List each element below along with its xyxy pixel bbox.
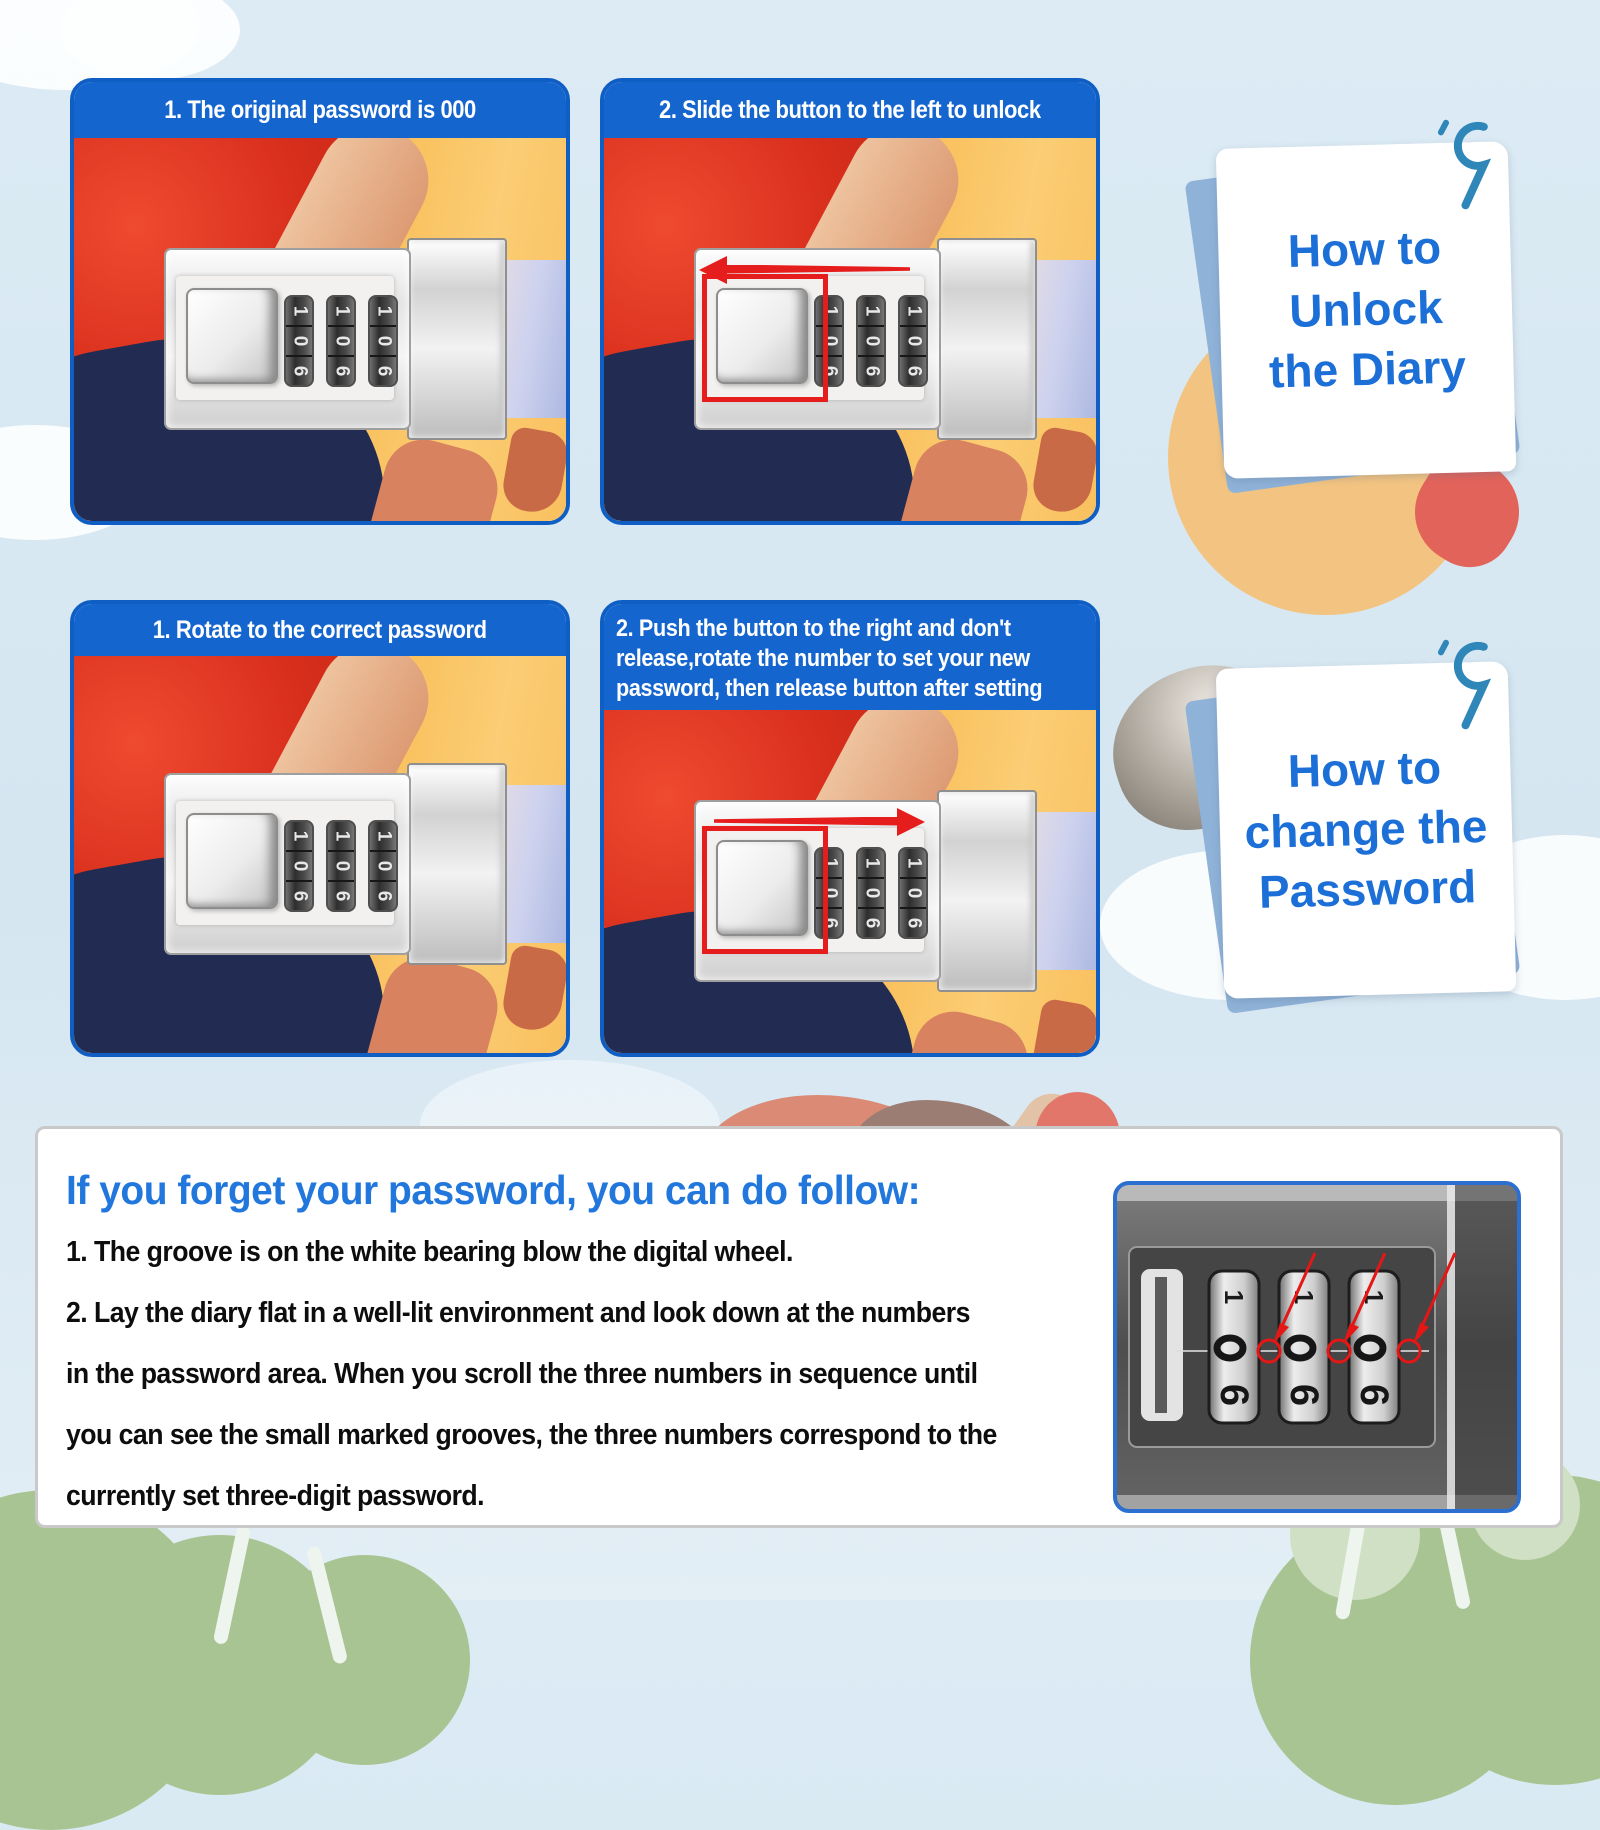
step-header-text: 2. Slide the button to the left to unlock bbox=[659, 95, 1041, 124]
cartoon-hand bbox=[1029, 998, 1096, 1053]
wheel-digit: 0 bbox=[860, 887, 882, 898]
wheel-digit: 1 bbox=[860, 857, 882, 868]
step-header-text: 1. Rotate to the correct password bbox=[153, 615, 487, 644]
wheel-digit: 1 bbox=[902, 305, 924, 316]
wheel-digit: 6 bbox=[902, 365, 924, 376]
lock-scene-illustration bbox=[74, 656, 566, 1053]
cartoon-hand bbox=[1029, 426, 1096, 517]
wheel-digit: 0 bbox=[330, 860, 352, 871]
wheel-digit: 6 bbox=[860, 365, 882, 376]
step-panel-change-2 bbox=[600, 600, 1100, 1057]
svg-text:1: 1 bbox=[1289, 1289, 1319, 1305]
wheel-digit: 6 bbox=[902, 917, 924, 928]
wheel-digit: 0 bbox=[288, 335, 310, 346]
note-title: How to Unlock the Diary bbox=[1268, 221, 1467, 398]
lock-slide-button bbox=[186, 288, 278, 384]
lock-clasp bbox=[407, 238, 507, 440]
dial-wheel-2 bbox=[326, 295, 356, 387]
wheel-digit: 6 bbox=[330, 365, 352, 376]
bush bbox=[260, 1555, 470, 1765]
forgot-password-section bbox=[35, 1126, 1563, 1528]
wheel-digit: 0 bbox=[372, 860, 394, 871]
forgot-line: 1. The groove is on the white bearing blow the digital wheel. bbox=[66, 1236, 793, 1268]
wheel-digit: 0 bbox=[902, 887, 924, 898]
wheel-digit: 0 bbox=[818, 335, 840, 346]
red-highlight-rect bbox=[702, 826, 828, 954]
lock-scene-illustration bbox=[604, 138, 1096, 521]
wheel-digit: 6 bbox=[372, 365, 394, 376]
svg-text:1: 1 bbox=[1359, 1289, 1389, 1305]
dial-wheel-3 bbox=[368, 295, 398, 387]
forgot-line: 2. Lay the diary flat in a well-lit environment and look down at the numbers bbox=[66, 1297, 970, 1329]
wheel-digit: 0 bbox=[288, 860, 310, 871]
paperclip-icon bbox=[1426, 624, 1503, 740]
photo-wheel-1 bbox=[1209, 1271, 1259, 1423]
combination-lock bbox=[604, 790, 1096, 990]
svg-text:6: 6 bbox=[1282, 1383, 1326, 1407]
photo-edge-line bbox=[1447, 1185, 1455, 1509]
wheel-digit: 0 bbox=[372, 335, 394, 346]
step-header-text: 2. Push the button to the right and don't release,rotate the number to set your new password, then release button after setting bbox=[616, 615, 1043, 702]
combination-lock bbox=[74, 238, 566, 438]
wheel-digit: 1 bbox=[330, 830, 352, 841]
svg-text:6: 6 bbox=[1212, 1383, 1256, 1407]
wheel-digit: 0 bbox=[860, 335, 882, 346]
note-card-change bbox=[1160, 635, 1540, 1105]
wheel-digit: 6 bbox=[288, 365, 310, 376]
svg-text:6: 6 bbox=[1352, 1383, 1396, 1407]
combination-lock bbox=[604, 238, 1096, 438]
dial-wheel-1 bbox=[284, 820, 314, 912]
forgot-line: you can see the small marked grooves, the three numbers correspond to the bbox=[66, 1419, 997, 1451]
wheel-digit: 6 bbox=[330, 890, 352, 901]
lock-clasp bbox=[937, 790, 1037, 992]
forgot-text-block bbox=[66, 1167, 1126, 1541]
dial-wheel-3 bbox=[368, 820, 398, 912]
wheel-digit: 1 bbox=[288, 830, 310, 841]
lock-scene-illustration bbox=[74, 138, 566, 521]
lock-slide-button bbox=[186, 813, 278, 909]
wheel-digit: 6 bbox=[288, 890, 310, 901]
forgot-line: in the password area. When you scroll the three numbers in sequence until bbox=[66, 1358, 978, 1390]
forgot-line: currently set three-digit password. bbox=[66, 1480, 485, 1512]
cartoon-hand bbox=[499, 426, 566, 517]
note-title: How to change the Password bbox=[1243, 741, 1489, 918]
wheel-digit: 6 bbox=[818, 917, 840, 928]
dial-wheel-1 bbox=[284, 295, 314, 387]
wheel-digit: 1 bbox=[902, 857, 924, 868]
wheel-digit: 0 bbox=[330, 335, 352, 346]
wheel-digit: 6 bbox=[818, 365, 840, 376]
step-header bbox=[604, 604, 1096, 710]
dial-wheel-2 bbox=[856, 295, 886, 387]
forgot-heading: If you forget your password, you can do follow: bbox=[66, 1167, 921, 1213]
wheel-digit: 6 bbox=[372, 890, 394, 901]
dial-wheel-3 bbox=[898, 295, 928, 387]
wheel-digit: 1 bbox=[860, 305, 882, 316]
lock-scene-illustration bbox=[604, 710, 1096, 1053]
wheel-digit: 1 bbox=[330, 305, 352, 316]
red-highlight-rect bbox=[702, 274, 828, 402]
wheel-digit: 1 bbox=[818, 305, 840, 316]
photo-wheel-3 bbox=[1349, 1271, 1399, 1423]
step-panel-unlock-2 bbox=[600, 78, 1100, 525]
dial-wheel-2 bbox=[326, 820, 356, 912]
wheel-digit: 0 bbox=[902, 335, 924, 346]
wheel-digit: 1 bbox=[288, 305, 310, 316]
combination-lock bbox=[74, 763, 566, 963]
step-header bbox=[74, 82, 566, 138]
lock-clasp bbox=[937, 238, 1037, 440]
lock-closeup-photo bbox=[1113, 1181, 1521, 1513]
note-card-unlock bbox=[1160, 115, 1540, 585]
dial-wheel-3 bbox=[898, 847, 928, 939]
step-header-text: 1. The original password is 000 bbox=[164, 95, 476, 124]
lock-clasp bbox=[407, 763, 507, 965]
svg-text:1: 1 bbox=[1219, 1289, 1249, 1305]
step-header bbox=[604, 82, 1096, 138]
wheel-digit: 6 bbox=[860, 917, 882, 928]
step-panel-unlock-1 bbox=[70, 78, 570, 525]
step-panel-change-1 bbox=[70, 600, 570, 1057]
step-header bbox=[74, 604, 566, 656]
dial-wheel-2 bbox=[856, 847, 886, 939]
wheel-digit: 1 bbox=[818, 857, 840, 868]
wheel-digit: 1 bbox=[372, 830, 394, 841]
wheel-digit: 1 bbox=[372, 305, 394, 316]
wheel-digit: 0 bbox=[818, 887, 840, 898]
paperclip-icon bbox=[1426, 104, 1503, 220]
photo-wheel-2 bbox=[1279, 1271, 1329, 1423]
